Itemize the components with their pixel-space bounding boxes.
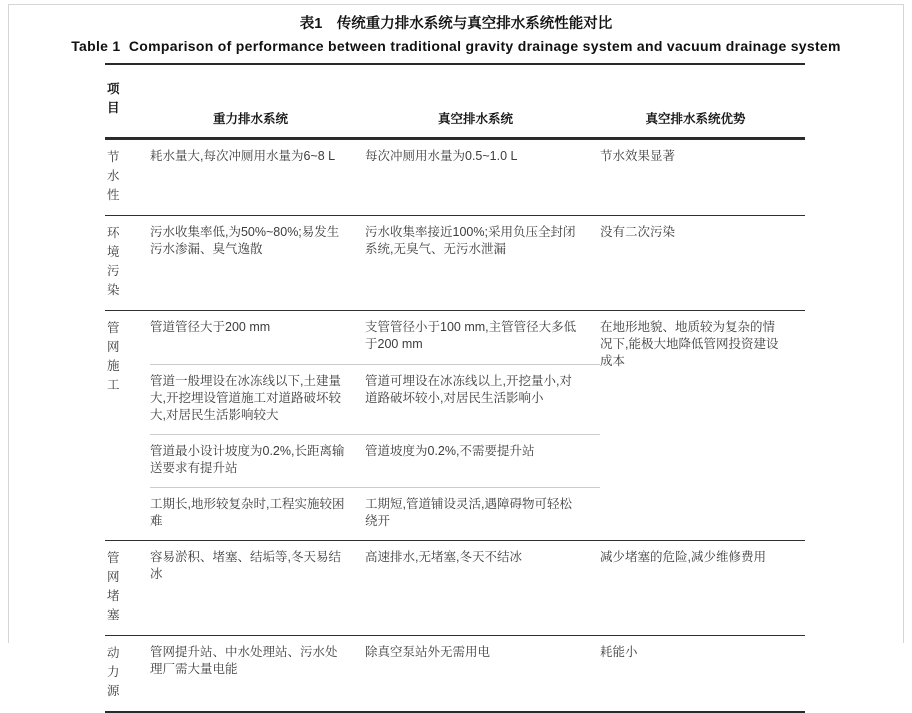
row-item-label: 管网堵塞 (107, 551, 120, 622)
table-caption-zh: 表1 传统重力排水系统与真空排水系统性能对比 (299, 16, 613, 32)
table-row-construction (105, 310, 805, 540)
header-vacuum-system: 真空排水系统 (437, 112, 513, 126)
row-item-label: 动力源 (107, 646, 120, 698)
cell-gravity: 管道最小设计坡度为0.2%,长距离输送要求有提升站 (150, 444, 345, 475)
comparison-table (105, 63, 805, 713)
cell-vacuum: 高速排水,无堵塞,冬天不结冰 (365, 550, 522, 564)
cell-advantage: 耗能小 (600, 645, 638, 659)
cell-gravity: 管道管径大于200 mm (150, 320, 271, 334)
header-gravity-system: 重力排水系统 (212, 112, 288, 126)
row-item (105, 140, 150, 215)
row-item (105, 541, 150, 635)
table-row-water-saving (105, 139, 805, 215)
subrow-duration (150, 487, 600, 540)
table-row-power-source (105, 635, 805, 711)
cell-vacuum: 除真空泵站外无需用电 (365, 645, 491, 659)
header-item (105, 72, 150, 128)
cell-advantage: 减少堵塞的危险,减少维修费用 (600, 550, 766, 564)
cell-gravity: 管道一般埋设在冰冻线以下,土建量大,开挖埋设管道施工对道路破坏较大,对居民生活影响较大 (150, 374, 341, 422)
row-item (105, 636, 150, 711)
table-row-environment (105, 215, 805, 310)
cell-vacuum: 每次冲厕用水量为0.5~1.0 L (365, 149, 518, 163)
table-row-blockage (105, 540, 805, 635)
cell-advantage: 在地形地貌、地质较为复杂的情况下,能极大地降低管网投资建设成本 (600, 320, 779, 368)
cell-vacuum: 管道坡度为0.2%,不需要提升站 (365, 444, 535, 458)
header-item-label: 项目 (107, 82, 120, 115)
cell-advantage: 没有二次污染 (600, 225, 676, 239)
cell-gravity: 管网提升站、中水处理站、污水处理厂需大量电能 (150, 645, 338, 676)
cell-vacuum: 污水收集率接近100%;采用负压全封闭系统,无臭气、无污水泄漏 (365, 225, 576, 256)
subrow-slope (150, 434, 600, 487)
cell-gravity: 工期长,地形较复杂时,工程实施较困难 (150, 497, 345, 528)
cell-vacuum: 工期短,管道铺设灵活,遇障碍物可轻松绕开 (365, 497, 572, 528)
cell-gravity: 耗水量大,每次冲厕用水量为6~8 L (150, 149, 336, 163)
row-item-label: 节水性 (107, 150, 120, 202)
subrow-burial (150, 364, 600, 434)
table-header-row (105, 65, 805, 139)
row-item-label: 管网施工 (107, 321, 120, 392)
table-caption-en: Table 1 Comparison of performance between traditional gravity drainage system and vacuum drainage system (71, 38, 841, 54)
row-item (105, 311, 150, 540)
cell-vacuum: 管道可埋设在冰冻线以上,开挖量小,对道路破坏较小,对居民生活影响小 (365, 374, 572, 405)
cell-advantage: 节水效果显著 (600, 149, 676, 163)
cell-gravity: 容易淤积、堵塞、结垢等,冬天易结冰 (150, 550, 341, 581)
cell-vacuum: 支管管径小于100 mm,主管管径大多低于200 mm (365, 320, 577, 351)
header-vacuum-advantage: 真空排水系统优势 (645, 112, 746, 126)
cell-gravity: 污水收集率低,为50%~80%;易发生污水渗漏、臭气逸散 (150, 225, 340, 256)
row-item (105, 216, 150, 310)
construction-subrows (150, 311, 600, 540)
subrow-diameter (150, 311, 600, 364)
row-item-label: 环境污染 (107, 226, 120, 297)
